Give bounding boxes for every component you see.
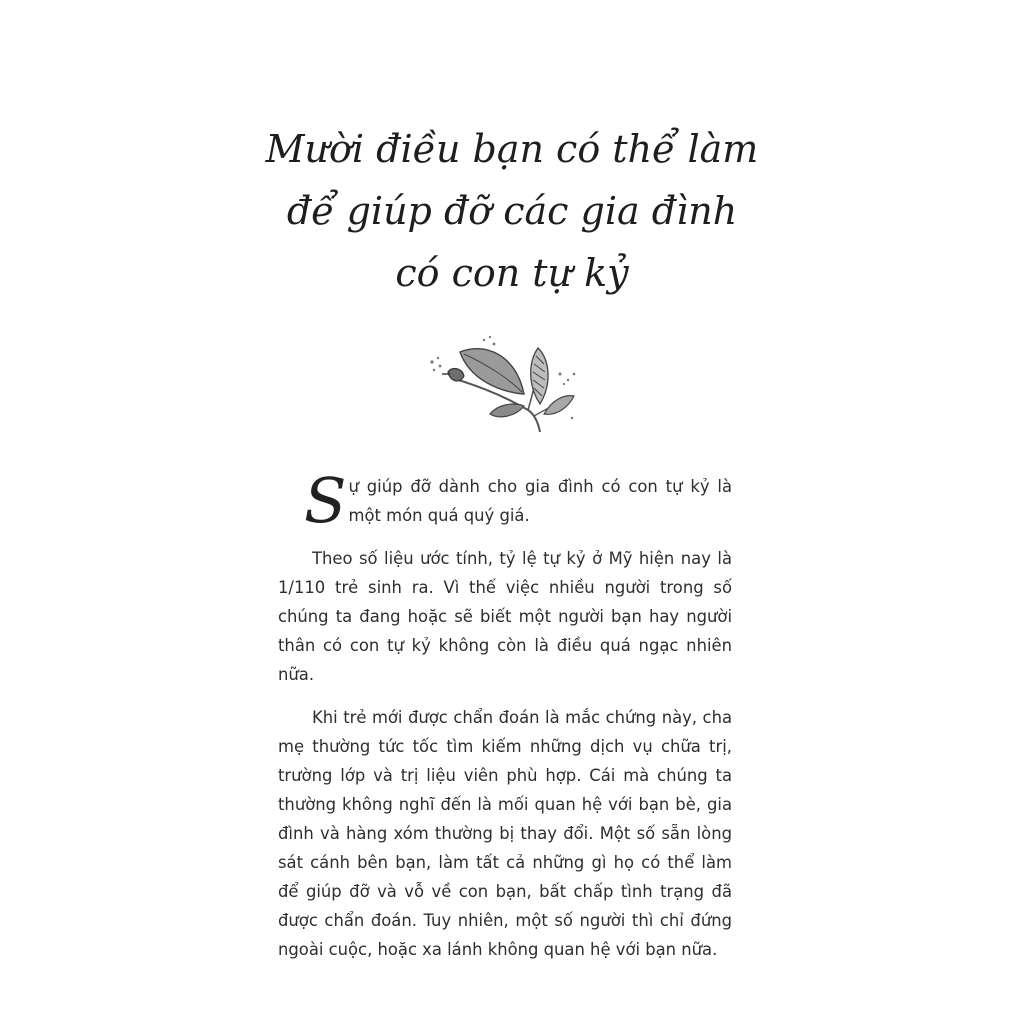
chapter-title [230, 118, 794, 304]
paragraph-3: Khi trẻ mới được chẩn đoán là mắc chứng này, cha mẹ thường tức tốc tìm kiếm những dịch vụ chữa trị, trường lớp và trị liệu viên phù hợp. Cái mà chúng ta thường không nghĩ đến là mối quan hệ với bạn bè, gia đình và hàng xóm thường bị thay đổi. Một số sẵn lòng sát cánh bên bạn, làm tất cả những gì họ có thể làm để giúp đỡ và vỗ về con bạn, bất chấp tình trạng đã được chẩn đoán. Tuy nhiên, một số người thì chỉ đứng ngoài cuộc, hoặc xa lánh không quan hệ với bạn nữa. [278, 708, 732, 959]
leaf-branch-icon [424, 334, 584, 440]
body-text [278, 444, 732, 978]
paragraph-2: Theo số liệu ước tính, tỷ lệ tự kỷ ở Mỹ hiện nay là 1/110 trẻ sinh ra. Vì thế việc nhiều người trong số chúng ta đang hoặc sẽ biết một người bạn hay người thân có con tự kỷ không còn là điều quá ngạc nhiên nữa. [278, 549, 732, 684]
chapter-title-line-2: để giúp đỡ các gia đình [286, 189, 738, 233]
chapter-title-line-3: có con tự kỷ [395, 251, 629, 295]
chapter-title-line-1: Mười điều bạn có thể làm [265, 127, 759, 171]
paragraph-1-text: ự giúp đỡ dành cho gia đình có con tự kỷ là một món quá quý giá. [348, 477, 732, 525]
drop-cap: S [304, 464, 347, 537]
paragraph-1 [278, 444, 732, 537]
